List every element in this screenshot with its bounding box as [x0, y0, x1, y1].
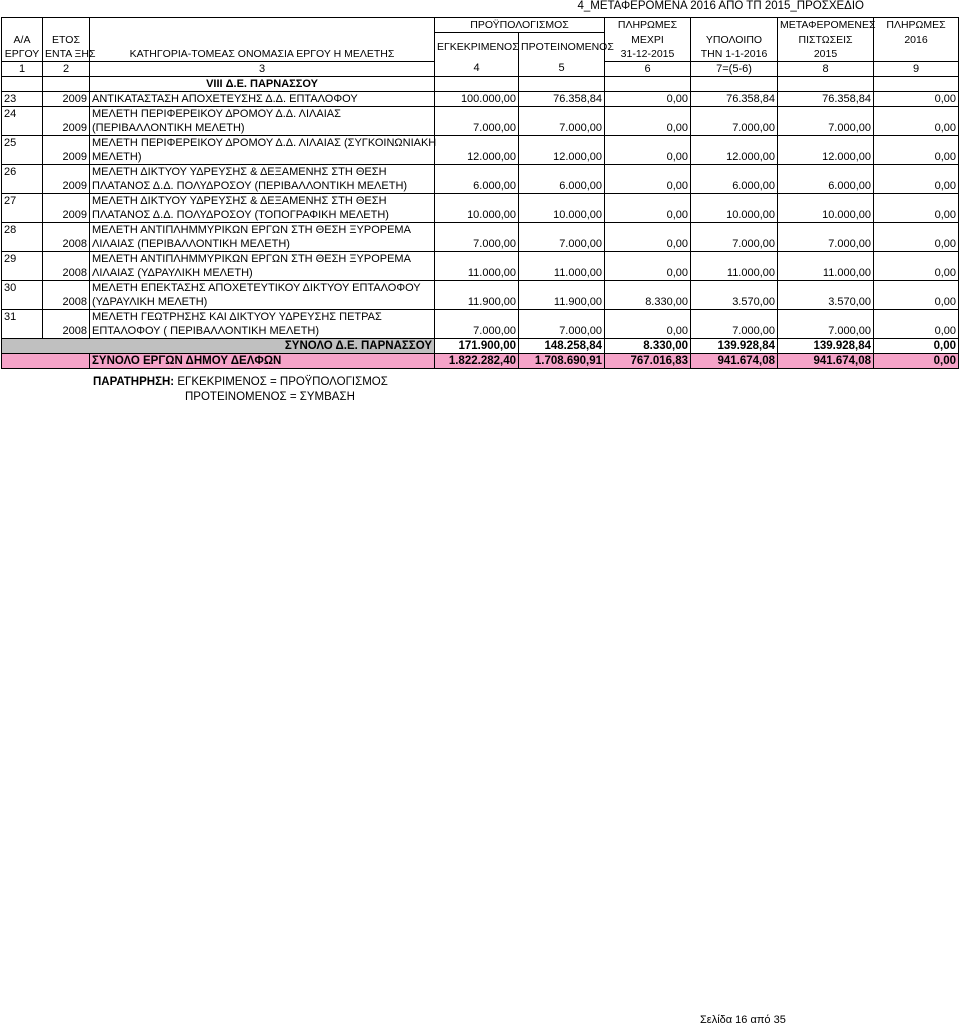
- table-row: [2, 222, 959, 237]
- year-header-top: ΕΤΟΣ: [43, 33, 90, 47]
- col-num: 2: [43, 61, 90, 76]
- remaining-header-2: ΤΗΝ 1-1-2016: [691, 47, 778, 62]
- row-aa: 30: [2, 280, 43, 295]
- row-description-line2: (ΥΔΡΑΥΛΙΚΗ ΜΕΛΕΤΗ): [90, 295, 435, 310]
- pay2016-header-2: 2016: [874, 33, 959, 47]
- document-title: 4_ΜΕΤΑΦΕΡΟΜΕΝΑ 2016 ΑΠΟ ΤΠ 2015_ΠΡΟΣΧΕΔΙΟ: [577, 0, 864, 12]
- row-proposed: 10.000,00: [519, 208, 605, 223]
- row-paid: 0,00: [605, 121, 691, 136]
- row-remaining: 11.000,00: [691, 266, 778, 281]
- header-row-2: [2, 33, 959, 47]
- transferred-header-1: ΜΕΤΑΦΕΡΟΜΕΝΕΣ: [778, 18, 874, 33]
- row-pay2016: 0,00: [874, 150, 959, 165]
- row-transferred: 3.570,00: [778, 295, 874, 310]
- grand-total-remaining: 941.674,08: [691, 353, 778, 368]
- row-pay2016: 0,00: [874, 324, 959, 339]
- row-description-line1: ΜΕΛΕΤΗ ΓΕΩΤΡΗΣΗΣ ΚΑΙ ΔΙΚΤΥΟΥ ΥΔΡΕΥΣΗΣ ΠΕΤΡΑΣ: [90, 309, 435, 324]
- grand-total-label: ΣΥΝΟΛΟ ΕΡΓΩΝ ΔΗΜΟΥ ΔΕΛΦΩΝ: [90, 353, 435, 368]
- row-pay2016: 0,00: [874, 266, 959, 281]
- row-approved: 7.000,00: [435, 237, 519, 252]
- budget-table: [1, 17, 959, 369]
- grand-total-row: [2, 353, 959, 368]
- row-remaining: 10.000,00: [691, 208, 778, 223]
- grand-total-proposed: 1.708.690,91: [519, 353, 605, 368]
- table-row: [2, 91, 959, 106]
- subtotal-transferred: 139.928,84: [778, 338, 874, 353]
- row-aa: 24: [2, 106, 43, 121]
- row-aa: 28: [2, 222, 43, 237]
- row-paid: 8.330,00: [605, 295, 691, 310]
- notes-line-1: ΕΓΚΕΚΡΙΜΕΝΟΣ = ΠΡΟΫΠΟΛΟΓΙΣΜΟΣ: [177, 376, 388, 388]
- row-proposed: 7.000,00: [519, 121, 605, 136]
- table-row-continued: [2, 121, 959, 136]
- col-num: 7=(5-6): [691, 61, 778, 76]
- row-year: 2009: [43, 179, 90, 194]
- col-num: 5: [519, 61, 605, 76]
- col-num: 3: [90, 61, 435, 76]
- row-transferred: 6.000,00: [778, 179, 874, 194]
- grand-total-pay2016: 0,00: [874, 353, 959, 368]
- row-approved: 10.000,00: [435, 208, 519, 223]
- row-pay2016: 0,00: [874, 121, 959, 136]
- row-remaining: 76.358,84: [691, 91, 778, 106]
- row-remaining: 7.000,00: [691, 121, 778, 136]
- aa-header-bottom: ΕΡΓΟΥ: [2, 47, 43, 62]
- row-aa: 31: [2, 309, 43, 324]
- row-transferred: 11.000,00: [778, 266, 874, 281]
- row-paid: 0,00: [605, 179, 691, 194]
- row-paid: 0,00: [605, 266, 691, 281]
- table-row-continued: [2, 150, 959, 165]
- table-row-continued: [2, 179, 959, 194]
- row-transferred: 7.000,00: [778, 121, 874, 136]
- remaining-header-1: ΥΠΟΛΟΙΠΟ: [691, 33, 778, 47]
- row-year: 2009: [43, 208, 90, 223]
- row-year: 2009: [43, 121, 90, 136]
- header-row-1: [2, 18, 959, 33]
- row-pay2016: 0,00: [874, 91, 959, 106]
- row-description-line2: ΜΕΛΕΤΗ): [90, 150, 435, 165]
- row-description-line1: ΜΕΛΕΤΗ ΑΝΤΙΠΛΗΜΜΥΡΙΚΩΝ ΕΡΓΩΝ ΣΤΗ ΘΕΣΗ ΞΥΡΟΡΕΜΑ: [90, 222, 435, 237]
- row-transferred: 7.000,00: [778, 237, 874, 252]
- row-year: 2008: [43, 295, 90, 310]
- row-aa: 27: [2, 193, 43, 208]
- section-row: [2, 76, 959, 91]
- row-paid: 0,00: [605, 150, 691, 165]
- row-description-line2: ΛΙΛΑΙΑΣ (ΠΕΡΙΒΑΛΛΟΝΤΙΚΗ ΜΕΛΕΤΗ): [90, 237, 435, 252]
- subtotal-label: ΣΥΝΟΛΟ Δ.Ε. ΠΑΡΝΑΣΣΟΥ: [2, 338, 435, 353]
- row-aa: 23: [2, 91, 43, 106]
- row-transferred: 12.000,00: [778, 150, 874, 165]
- row-proposed: 12.000,00: [519, 150, 605, 165]
- table-row-continued: [2, 237, 959, 252]
- table-row: [2, 309, 959, 324]
- row-description-line2: ΕΠΤΑΛΟΦΟΥ ( ΠΕΡΙΒΑΛΛΟΝΤΙΚΗ ΜΕΛΕΤΗ): [90, 324, 435, 339]
- row-year: 2009: [43, 91, 90, 106]
- col-num: 4: [435, 61, 519, 76]
- row-description-line2: ΠΛΑΤΑΝΟΣ Δ.Δ. ΠΟΛΥΔΡΟΣΟΥ (ΠΕΡΙΒΑΛΛΟΝΤΙΚΗ ΜΕΛΕΤΗ): [90, 179, 435, 194]
- row-proposed: 11.000,00: [519, 266, 605, 281]
- subtotal-row: [2, 338, 959, 353]
- row-pay2016: 0,00: [874, 179, 959, 194]
- col-num: 6: [605, 61, 691, 76]
- row-proposed: 11.900,00: [519, 295, 605, 310]
- table-row: [2, 251, 959, 266]
- row-paid: 0,00: [605, 208, 691, 223]
- notes-line-2: ΠΡΟΤΕΙΝΟΜΕΝΟΣ = ΣΥΜΒΑΣΗ: [185, 391, 355, 403]
- row-description-line2: ΛΙΛΑΙΑΣ (ΥΔΡΑΥΛΙΚΗ ΜΕΛΕΤΗ): [90, 266, 435, 281]
- row-proposed: 6.000,00: [519, 179, 605, 194]
- row-approved: 100.000,00: [435, 91, 519, 106]
- row-transferred: 76.358,84: [778, 91, 874, 106]
- row-proposed: 7.000,00: [519, 324, 605, 339]
- paid-header-1: ΠΛΗΡΩΜΕΣ: [605, 18, 691, 33]
- subtotal-remaining: 139.928,84: [691, 338, 778, 353]
- row-approved: 6.000,00: [435, 179, 519, 194]
- row-pay2016: 0,00: [874, 295, 959, 310]
- row-description-line1: ΜΕΛΕΤΗ ΔΙΚΤΥΟΥ ΥΔΡΕΥΣΗΣ & ΔΕΞΑΜΕΝΗΣ ΣΤΗ ΘΕΣΗ: [90, 164, 435, 179]
- row-remaining: 3.570,00: [691, 295, 778, 310]
- table-row: [2, 280, 959, 295]
- row-approved: 12.000,00: [435, 150, 519, 165]
- pay2016-header-1: ΠΛΗΡΩΜΕΣ: [874, 18, 959, 33]
- row-aa: 26: [2, 164, 43, 179]
- paid-header-3: 31-12-2015: [605, 47, 691, 62]
- row-approved: 7.000,00: [435, 121, 519, 136]
- row-pay2016: 0,00: [874, 237, 959, 252]
- aa-header-top: Α/Α: [2, 33, 43, 47]
- subtotal-pay2016: 0,00: [874, 338, 959, 353]
- proposed-header: ΠΡΟΤΕΙΝΟΜΕΝΟΣ: [519, 33, 605, 62]
- row-year: 2008: [43, 237, 90, 252]
- notes-block: [93, 375, 388, 405]
- row-remaining: 6.000,00: [691, 179, 778, 194]
- approved-header: ΕΓΚΕΚΡΙΜΕΝΟΣ: [435, 33, 519, 62]
- col-num: 8: [778, 61, 874, 76]
- row-approved: 7.000,00: [435, 324, 519, 339]
- row-paid: 0,00: [605, 237, 691, 252]
- section-title: VIII Δ.Ε. ΠΑΡΝΑΣΣΟΥ: [90, 76, 435, 91]
- col-num: 9: [874, 61, 959, 76]
- row-remaining: 7.000,00: [691, 324, 778, 339]
- grand-total-approved: 1.822.282,40: [435, 353, 519, 368]
- row-description-line1: ΜΕΛΕΤΗ ΠΕΡΙΦΕΡΕΙΚΟΥ ΔΡΟΜΟΥ Δ.Δ. ΛΙΛΑΙΑΣ: [90, 106, 435, 121]
- row-proposed: 7.000,00: [519, 237, 605, 252]
- grand-total-transferred: 941.674,08: [778, 353, 874, 368]
- row-year: 2008: [43, 324, 90, 339]
- row-description-line1: ΜΕΛΕΤΗ ΑΝΤΙΠΛΗΜΜΥΡΙΚΩΝ ΕΡΓΩΝ ΣΤΗ ΘΕΣΗ ΞΥΡΟΡΕΜΑ: [90, 251, 435, 266]
- row-description: ΑΝΤΙΚΑΤΑΣΤΑΣΗ ΑΠΟΧΕΤΕΥΣΗΣ Δ.Δ. ΕΠΤΑΛΟΦΟΥ: [90, 91, 435, 106]
- table-row: [2, 193, 959, 208]
- subtotal-approved: 171.900,00: [435, 338, 519, 353]
- row-remaining: 12.000,00: [691, 150, 778, 165]
- row-transferred: 10.000,00: [778, 208, 874, 223]
- column-numbers-row: [2, 61, 959, 76]
- subtotal-proposed: 148.258,84: [519, 338, 605, 353]
- row-remaining: 7.000,00: [691, 237, 778, 252]
- col-num: 1: [2, 61, 43, 76]
- transferred-header-3: 2015: [778, 47, 874, 62]
- grand-total-paid: 767.016,83: [605, 353, 691, 368]
- row-pay2016: 0,00: [874, 208, 959, 223]
- table-row-continued: [2, 295, 959, 310]
- row-approved: 11.900,00: [435, 295, 519, 310]
- table-row-continued: [2, 324, 959, 339]
- row-paid: 0,00: [605, 91, 691, 106]
- row-transferred: 7.000,00: [778, 324, 874, 339]
- row-description-line1: ΜΕΛΕΤΗ ΔΙΚΤΥΟΥ ΥΔΡΕΥΣΗΣ & ΔΕΞΑΜΕΝΗΣ ΣΤΗ ΘΕΣΗ: [90, 193, 435, 208]
- table-row: [2, 106, 959, 121]
- notes-label: ΠΑΡΑΤΗΡΗΣΗ:: [93, 376, 175, 388]
- row-approved: 11.000,00: [435, 266, 519, 281]
- row-aa: 29: [2, 251, 43, 266]
- transferred-header-2: ΠΙΣΤΩΣΕΙΣ: [778, 33, 874, 47]
- paid-header-2: ΜΕΧΡΙ: [605, 33, 691, 47]
- budget-group-header: ΠΡΟΫΠΟΛΟΓΙΣΜΟΣ: [435, 18, 605, 33]
- row-description-line1: ΜΕΛΕΤΗ ΠΕΡΙΦΕΡΕΙΚΟΥ ΔΡΟΜΟΥ Δ.Δ. ΛΙΛΑΙΑΣ (ΣΥΓΚΟΙΝΩΝΙΑΚΗ: [90, 135, 435, 150]
- row-description-line2: ΠΛΑΤΑΝΟΣ Δ.Δ. ΠΟΛΥΔΡΟΣΟΥ (ΤΟΠΟΓΡΑΦΙΚΗ ΜΕΛΕΤΗ): [90, 208, 435, 223]
- table-row: [2, 164, 959, 179]
- table-row-continued: [2, 208, 959, 223]
- row-aa: 25: [2, 135, 43, 150]
- subtotal-paid: 8.330,00: [605, 338, 691, 353]
- table-row-continued: [2, 266, 959, 281]
- row-year: 2009: [43, 150, 90, 165]
- page-number: Σελίδα 16 από 35: [700, 1014, 786, 1026]
- category-header: ΚΑΤΗΓΟΡΙΑ-ΤΟΜΕΑΣ ΟΝΟΜΑΣΙΑ ΕΡΓΟΥ Η ΜΕΛΕΤΗΣ: [90, 47, 435, 62]
- row-description-line1: ΜΕΛΕΤΗ ΕΠΕΚΤΑΣΗΣ ΑΠΟΧΕΤΕΥΤΙΚΟΥ ΔΙΚΤΥΟΥ ΕΠΤΑΛΟΦΟΥ: [90, 280, 435, 295]
- row-proposed: 76.358,84: [519, 91, 605, 106]
- row-description-line2: (ΠΕΡΙΒΑΛΛΟΝΤΙΚΗ ΜΕΛΕΤΗ): [90, 121, 435, 136]
- row-paid: 0,00: [605, 324, 691, 339]
- row-year: 2008: [43, 266, 90, 281]
- year-header-bottom: ΕΝΤΑ ΞΗΣ: [43, 47, 90, 62]
- table-row: [2, 135, 959, 150]
